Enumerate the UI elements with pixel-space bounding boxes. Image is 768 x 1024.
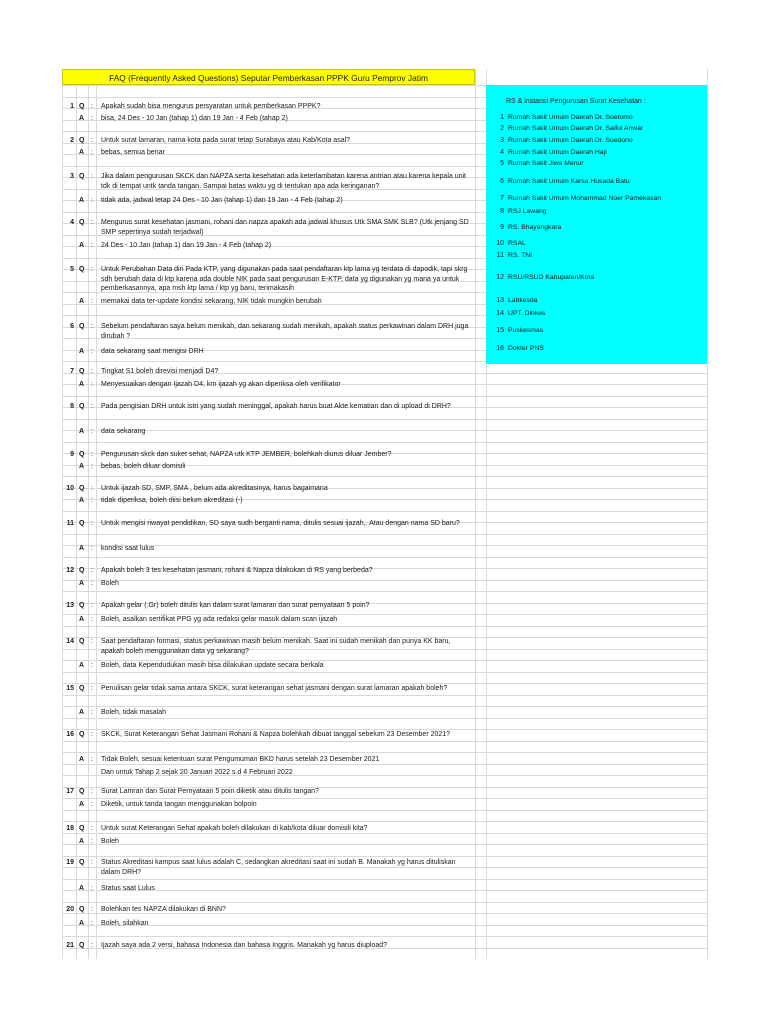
faq-number: 5 — [70, 266, 74, 273]
grid-hline — [62, 879, 707, 880]
faq-number: 20 — [66, 906, 74, 913]
colon-separator: : — [91, 885, 93, 892]
colon-separator: : — [91, 920, 93, 927]
answer-text: Menyesuaikan dengan Ijazah D4, krn ijazah yg akan diperiksa oleh verifikator — [101, 381, 341, 388]
question-marker: Q — [79, 638, 85, 645]
answer-text: memakai data ter-update kondisi sekarang, NIK tidak mungkin berubah — [101, 298, 322, 305]
question-text: Mengurus surat kesehatan jasmani, rohani dan napza apakah ada jadwal khusus Utk SMA SMK SLB? (Utk jenjang SD SMP sepertinya sudah terjadwal) — [101, 219, 469, 236]
colon-separator: : — [91, 567, 93, 574]
question-text: Ijazah saya ada 2 versi, bahasa Indonesia dan bahasa Inggris. Manakah yg harus diupload? — [101, 942, 388, 949]
hospital-number: 12 — [496, 274, 504, 281]
grid-hline — [62, 718, 707, 719]
hospital-number: 8 — [500, 208, 504, 215]
question-text: Jika dalam pengurusan SKCK dan NAPZA serta kesehatan ada keterlambatan karena antrian atau karena kepala unit tdk di tempat untk tanda tangan. Sampai batas waktu yg di tentukan apa ada keringanan? — [101, 173, 467, 190]
colon-separator: : — [91, 801, 93, 808]
colon-separator: : — [91, 219, 93, 226]
hospital-name: Rumah Sakit Umum Karsa Husada Batu — [508, 178, 630, 185]
answer-marker: A — [79, 662, 85, 669]
question-marker: Q — [79, 520, 85, 527]
hospital-name: UPT. Dinkes — [508, 310, 546, 317]
question-marker: Q — [79, 788, 85, 795]
hospital-number: 14 — [496, 310, 504, 317]
answer-marker: A — [79, 197, 85, 204]
answer-text: Boleh, silahkan — [101, 920, 149, 927]
faq-number: 8 — [70, 403, 74, 410]
grid-vline — [475, 69, 476, 959]
question-text: Bolehkan tes NAPZA dilakukan di BNN? — [101, 906, 226, 913]
faq-number: 9 — [70, 451, 74, 458]
question-marker: Q — [79, 685, 85, 692]
grid-hline — [62, 591, 707, 592]
colon-separator: : — [91, 838, 93, 845]
grid-vline — [96, 69, 97, 959]
faq-number: 19 — [66, 859, 74, 866]
question-marker: Q — [79, 266, 85, 273]
sheet-title: FAQ (Frequently Asked Questions) Seputar Pemberkasan PPPK Guru Pemprov Jatim — [62, 69, 475, 85]
colon-separator: : — [91, 242, 93, 249]
colon-separator: : — [91, 825, 93, 832]
colon-separator: : — [91, 616, 93, 623]
question-text: Sebelum pendaftaran saya belum menikah, dan sekarang sudah menikah, apakah status perkawinan dalam DRH juga dirubah ? — [101, 323, 469, 340]
hospital-name: Rumah Sakit Umum Daerah Dr. Soedono — [508, 137, 633, 144]
hospital-number: 7 — [500, 195, 504, 202]
colon-separator: : — [91, 662, 93, 669]
question-text: Untuk surat Keterangan Sehat apakah boleh dilakukan di kab/kota diluar domisili kita? — [101, 825, 368, 832]
question-text: Surat Lamran dan Surat Pernyataan 5 poin diketik atau ditulis tangan? — [101, 788, 319, 795]
question-marker: Q — [79, 942, 85, 949]
faq-number: 21 — [66, 942, 74, 949]
hospital-name: RSU/RSUD Kabupaten/Kota — [508, 274, 595, 281]
colon-separator: : — [91, 756, 93, 763]
hospital-name: Rumah Sakit Umum Daerah Dr. Soetomo — [508, 114, 633, 121]
answer-marker: A — [79, 348, 85, 355]
answer-text: Status saat Lulus — [101, 885, 155, 892]
question-text: Penulisan gelar tidak sama antara SKCK, surat keterangan sehat jasmani dengan surat lamaran apakah boleh? — [101, 685, 448, 692]
faq-number: 13 — [66, 602, 74, 609]
hospital-name: Puskesmas — [508, 327, 544, 334]
question-text: Untuk ijazah SD, SMP, SMA , belum ada akreditasinya, harus bagaimana — [101, 485, 328, 492]
colon-separator: : — [91, 788, 93, 795]
colon-separator: : — [91, 545, 93, 552]
answer-text: bebas, semua benar — [101, 149, 165, 156]
answer-text: Diketik, untuk tanda tangan menggunakan bolpoin — [101, 801, 257, 808]
colon-separator: : — [91, 137, 93, 144]
colon-separator: : — [91, 602, 93, 609]
answer-marker: A — [79, 115, 85, 122]
colon-separator: : — [91, 197, 93, 204]
colon-separator: : — [91, 173, 93, 180]
question-marker: Q — [79, 731, 85, 738]
hospital-number: 9 — [500, 224, 504, 231]
faq-number: 1 — [70, 103, 74, 110]
answer-text: kondisi saat lulus — [101, 545, 155, 552]
colon-separator: : — [91, 298, 93, 305]
grid-hline — [62, 442, 707, 443]
answer-marker: A — [79, 298, 85, 305]
grid-hline — [62, 706, 707, 707]
colon-separator: : — [91, 115, 93, 122]
hospital-name: Dokter PNS — [508, 345, 544, 352]
answer-marker: A — [79, 580, 85, 587]
answer-marker: A — [79, 885, 85, 892]
colon-separator: : — [91, 381, 93, 388]
answer-marker: A — [79, 920, 85, 927]
grid-hline — [62, 511, 707, 512]
answer-text: tidak ada, jadwal tetap 24 Des - 10 Jan (tahap 1) dan 19 Jan - 4 Feb (tahap 2) — [101, 197, 343, 204]
question-text: Untuk surat lamaran, nama kota pada surat tetap Surabaya atau Kab/Kota asal? — [101, 137, 351, 144]
question-marker: Q — [79, 859, 85, 866]
question-marker: Q — [79, 103, 85, 110]
answer-marker: A — [79, 463, 85, 470]
hospital-number: 1 — [500, 114, 504, 121]
question-marker: Q — [79, 567, 85, 574]
grid-hline — [62, 856, 707, 857]
answer-text: Boleh — [101, 580, 119, 587]
colon-separator: : — [91, 906, 93, 913]
answer-text-continued: Dan untuk Tahap 2 sejak 20 Januari 2022 s.d 4 Februari 2022 — [101, 769, 293, 776]
question-text: Apakah gelar (.Gr) boleh ditulis kan dalam surat lamaran dan surat pernyataan 5 poin? — [101, 602, 370, 609]
hospital-number: 15 — [496, 327, 504, 334]
answer-marker: A — [79, 149, 85, 156]
answer-text: Boleh, data Kependudukan masih bisa dilakukan update secara berkala — [101, 662, 324, 669]
faq-number: 17 — [66, 788, 74, 795]
grid-hline — [62, 419, 707, 420]
colon-separator: : — [91, 685, 93, 692]
question-marker: Q — [79, 451, 85, 458]
hospital-number: 4 — [500, 149, 504, 156]
grid-hline — [62, 821, 707, 822]
answer-marker: A — [79, 242, 85, 249]
answer-marker: A — [79, 838, 85, 845]
question-text: Apakah sudah bisa mengurus persyaratan untuk pemberkasan PPPK? — [101, 103, 321, 110]
answer-text: bisa, 24 Des - 10 Jan (tahap 1) dan 19 Jan - 4 Feb (tahap 2) — [101, 115, 288, 122]
grid-hline — [62, 396, 707, 397]
colon-separator: : — [91, 266, 93, 273]
hospital-panel-title: RS & instansi Pengurusan Surat Kesehatan : — [506, 98, 646, 105]
colon-separator: : — [91, 403, 93, 410]
answer-text: Tidak Boleh, sesuai ketentuan surat Pengumuman BKD harus setelah 23 Desember 2021 — [101, 756, 380, 763]
grid-vline — [76, 69, 77, 959]
faq-number: 6 — [70, 323, 74, 330]
faq-number: 4 — [70, 219, 74, 226]
hospital-number: 11 — [496, 252, 504, 259]
colon-separator: : — [91, 451, 93, 458]
faq-number: 7 — [70, 368, 74, 375]
grid-hline — [62, 752, 707, 753]
hospital-name: Labkesda — [508, 297, 538, 304]
grid-hline — [62, 476, 707, 477]
colon-separator: : — [91, 859, 93, 866]
answer-marker: A — [79, 801, 85, 808]
answer-marker: A — [79, 497, 85, 504]
colon-separator: : — [91, 428, 93, 435]
grid-hline — [62, 695, 707, 696]
grid-vline — [707, 69, 708, 959]
question-marker: Q — [79, 825, 85, 832]
hospital-number: 16 — [496, 345, 504, 352]
colon-separator: : — [91, 368, 93, 375]
colon-separator: : — [91, 638, 93, 645]
hospital-number: 10 — [496, 240, 504, 247]
question-marker: Q — [79, 906, 85, 913]
colon-separator: : — [91, 580, 93, 587]
colon-separator: : — [91, 348, 93, 355]
grid-hline — [62, 810, 707, 811]
grid-hline — [62, 936, 707, 937]
question-text: Tingkat S1 boleh direvisi menjadi D4? — [101, 368, 219, 375]
hospital-number: 3 — [500, 137, 504, 144]
grid-hline — [62, 672, 707, 673]
hospital-name: RSJ Lawang — [508, 208, 547, 215]
answer-text: bebas, boleh diluar domisili — [101, 463, 186, 470]
question-text: Pengurusan skck dan suket sehat, NAPZA utk KTP JEMBER, bolehkah diurus diluar Jember? — [101, 451, 392, 458]
question-text: SKCK, Surat Keterangan Sehat Jasmani Rohani & Napza bolehkah dibuat tanggal sebelum 23 Desember 2021? — [101, 731, 451, 738]
hospital-name: Rumah Sakit Jiwa Menur — [508, 160, 584, 167]
grid-hline — [62, 902, 707, 903]
question-marker: Q — [79, 173, 85, 180]
grid-hline — [62, 741, 707, 742]
question-marker: Q — [79, 323, 85, 330]
question-marker: Q — [79, 485, 85, 492]
answer-text: tidak diperiksa, boleh diisi belum akreditasi (-) — [101, 497, 243, 504]
colon-separator: : — [91, 942, 93, 949]
grid-hline — [62, 626, 707, 627]
hospital-name: RSAL — [508, 240, 526, 247]
hospital-name: Rumah Sakit Umum Daerah Dr. Saiful Anwar — [508, 125, 644, 132]
answer-text: data sekarang saat mengisi DRH — [101, 348, 204, 355]
answer-text: 24 Des - 10 Jan (tahap 1) dan 19 Jan - 4 Feb (tahap 2) — [101, 242, 272, 249]
faq-number: 18 — [66, 825, 74, 832]
hospital-name: Rumah Sakit Umum Daerah Haji — [508, 149, 607, 156]
question-text: Status Akreditasi kampus saat lulus adalah C, sedangkan akreditasi saat ini sudah B. Manakah yg harus dituliskan dalam DRH? — [101, 859, 456, 876]
faq-number: 3 — [70, 173, 74, 180]
grid-hline — [62, 534, 707, 535]
hospital-name: RS. Bhayangkara — [508, 224, 562, 231]
colon-separator: : — [91, 731, 93, 738]
colon-separator: : — [91, 485, 93, 492]
answer-marker: A — [79, 756, 85, 763]
question-text: Untuk Perubahan Data diri Pada KTP, yang digunakan pada saat pendaftaran ktp lama yg terdata di dapodik, tapi skrg sdh berubah data di ktp karena ada double NIK pada saat pengurusan E-KTP, data yg digunakan yg mana ya untuk pemberkasannya, apa msh ktp lama / ktp yg baru, terimakasih — [101, 266, 468, 292]
question-text: Untuk mengisi riwayat pendidikan, SD saya sudh berganti nama, ditulis sesuai ijazah,. Atau dengan nama SD baru? — [101, 520, 460, 527]
question-marker: Q — [79, 137, 85, 144]
hospital-number: 13 — [496, 297, 504, 304]
answer-text: Boleh, asalkan sertifikat PPG yg ada redaksi gelar masuk dalam scan ijazah — [101, 616, 338, 623]
answer-marker: A — [79, 381, 85, 388]
grid-hline — [62, 557, 707, 558]
colon-separator: : — [91, 103, 93, 110]
answer-text: Boleh — [101, 838, 119, 845]
hospital-number: 6 — [500, 178, 504, 185]
colon-separator: : — [91, 463, 93, 470]
colon-separator: : — [91, 520, 93, 527]
answer-marker: A — [79, 616, 85, 623]
answer-marker: A — [79, 545, 85, 552]
hospital-name: Rumah Sakit Umum Mohammad Noer Pamekasan — [508, 195, 661, 202]
colon-separator: : — [91, 149, 93, 156]
question-text: Saat pendaftaran formasi, status perkawinan masih belum menikah. Saat ini sudah menikah dan punya KK baru, apakah boleh menggunakan data yg sekarang? — [101, 638, 451, 655]
question-marker: Q — [79, 368, 85, 375]
hospital-number: 2 — [500, 125, 504, 132]
faq-number: 14 — [66, 638, 74, 645]
hospital-name: RS. TNI — [508, 252, 533, 259]
faq-number: 12 — [66, 567, 74, 574]
faq-number: 2 — [70, 137, 74, 144]
question-marker: Q — [79, 403, 85, 410]
faq-number: 15 — [66, 685, 74, 692]
grid-hline — [62, 798, 707, 799]
answer-text: Boleh, tidak masalah — [101, 709, 166, 716]
faq-number: 11 — [66, 520, 74, 527]
question-text: Pada pengisian DRH untuk istri yang sudah meninggal, apakah harus buat Akte kematian dan di upload di DRH? — [101, 403, 451, 410]
faq-number: 10 — [66, 485, 74, 492]
answer-marker: A — [79, 709, 85, 716]
question-marker: Q — [79, 219, 85, 226]
colon-separator: : — [91, 497, 93, 504]
answer-marker: A — [79, 428, 85, 435]
faq-number: 16 — [66, 731, 74, 738]
question-text: Apakah boleh 3 tes kesehatan jasmani, rohani & Napza dilakukan di RS yang berbeda? — [101, 567, 373, 574]
answer-text: data sekarang — [101, 428, 146, 435]
colon-separator: : — [91, 709, 93, 716]
question-marker: Q — [79, 602, 85, 609]
colon-separator: : — [91, 323, 93, 330]
hospital-number: 5 — [500, 160, 504, 167]
